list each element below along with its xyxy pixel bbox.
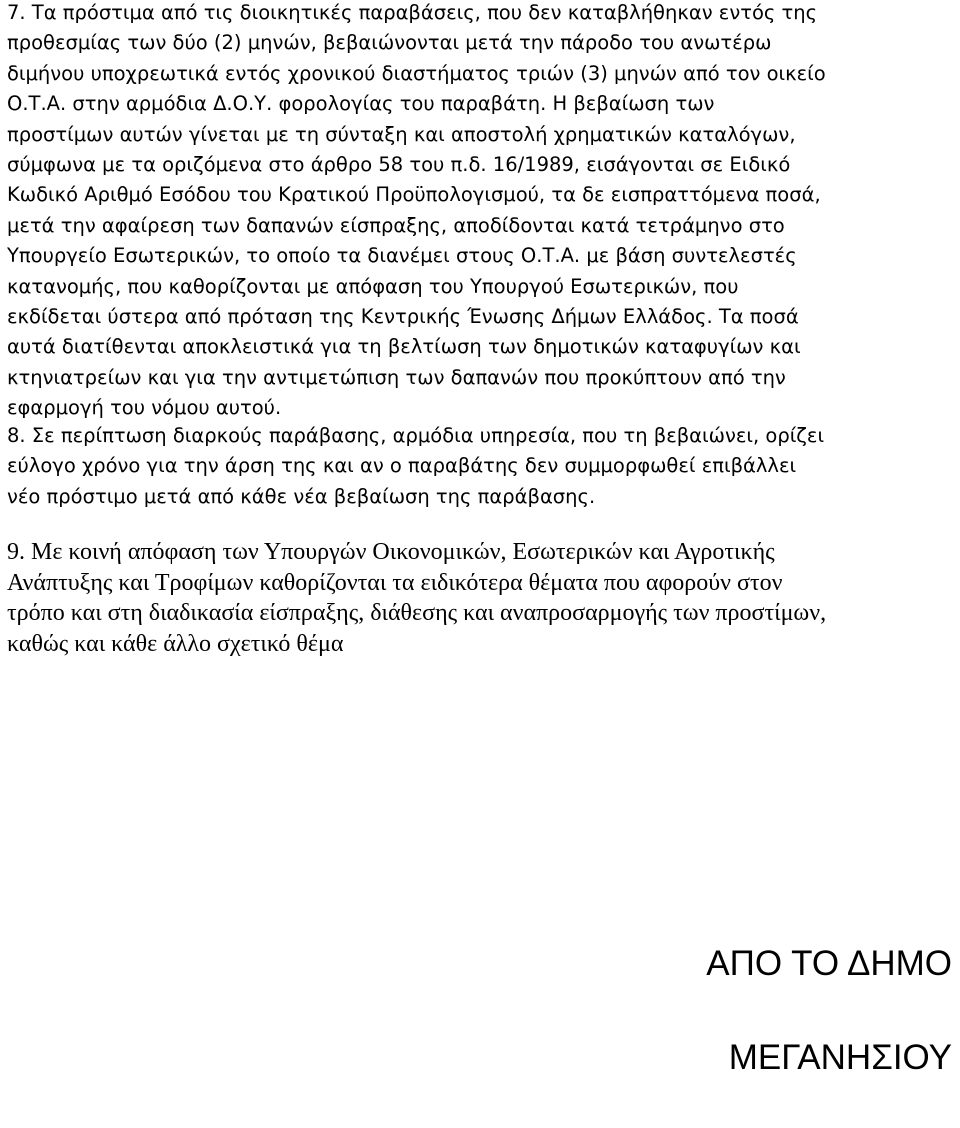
- footer-line-1: ΑΠΟ ΤΟ ΔΗΜΟ: [706, 944, 952, 983]
- paragraph-7: 7. Τα πρόστιμα από τις διοικητικές παραβάσεις, που δεν καταβλήθηκαν εντός της προθεσμίας των δύο (2) μηνών, βεβαιώνονται μετά την πάροδο του ανωτέρω διμήνου υποχρεωτικά εντός χρονικού διαστήματος τριών (3) μηνών από τον οικείο Ο.Τ.Α. στην αρμόδια Δ.Ο.Υ. φορολογίας του παραβάτη. Η βεβαίωση των προστίμων αυτών γίνεται με τη σύνταξη και αποστολή χρηματικών καταλόγων, σύμφωνα με τα οριζόμενα στο άρθρο 58 του π.δ. 16/1989, εισάγονται σε Ειδικό Κωδικό Αριθμό Εσόδου του Κρατικού Προϋπολογισμού, τα δε εισπραττόμενα ποσά, μετά την αφαίρεση των δαπανών είσπραξης, αποδίδονται κατά τετράμηνο στο Υπουργείο Εσωτερικών, το οποίο τα διανέμει στους Ο.Τ.Α. με βάση συντελεστές κατανομής, που καθορίζονται με απόφαση του Υπουργού Εσωτερικών, που εκδίδεται ύστερα από πρόταση της Κεντρικής Ένωσης Δήμων Ελλάδος. Τα ποσά αυτά διατίθενται αποκλειστικά για τη βελτίωση των δημοτικών καταφυγίων και κτηνιατρείων και για την αντιμετώπιση των δαπανών που προκύπτουν από την εφαρμογή του νόμου αυτού.: [7, 1, 826, 420]
- footer-line-2: ΜΕΓΑΝΗΣΙΟΥ: [728, 1038, 952, 1077]
- paragraph-9: 9. Με κοινή απόφαση των Υπουργών Οικονομικών, Εσωτερικών και Αγροτικής Ανάπτυξης και Τροφίμων καθορίζονται τα ειδικότερα θέματα που αφορούν στον τρόπο και στη διαδικασία είσπραξης, διάθεσης και αναπροσαρμογής των προστίμων, καθώς και κάθε άλλο σχετικό θέμα: [7, 539, 827, 657]
- paragraph-8: 8. Σε περίπτωση διαρκούς παράβασης, αρμόδια υπηρεσία, που τη βεβαιώνει, ορίζει εύλογο χρόνο για την άρση της και αν ο παραβάτης δεν συμμορφωθεί επιβάλλει νέο πρόστιμο μετά από κάθε νέα βεβαίωση της παράβασης.: [7, 424, 825, 508]
- footer-signature: [706, 893, 952, 1128]
